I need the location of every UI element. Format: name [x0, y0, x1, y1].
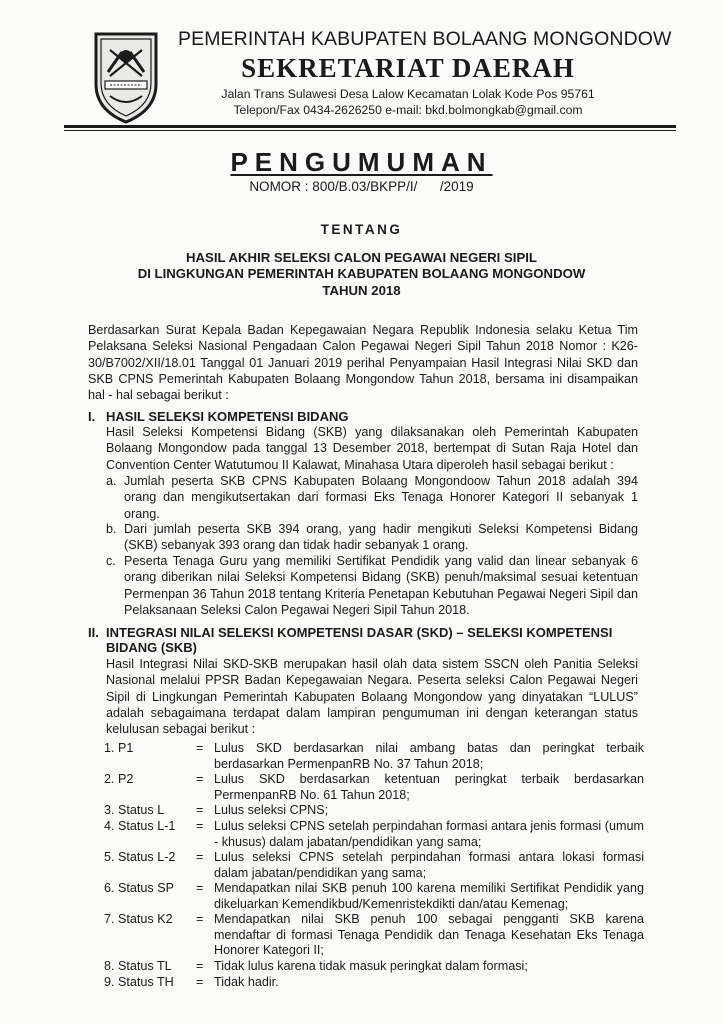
status-description: Mendapatkan nilai SKB penuh 100 karena memiliki Sertifikat Pendidik yang dikeluarkan Kemendikbud/Kemenristekdikti dan/atau Kemenag; — [214, 881, 644, 911]
letterhead-office-name: SEKRETARIAT DAERAH — [241, 53, 575, 83]
subject-line-2: DI LINGKUNGAN PEMERINTAH KABUPATEN BOLAANG MONGONDOW — [137, 266, 586, 281]
letterhead-contact: Telepon/Fax 0434-2626250 e-mail: bkd.bolmongkab@gmail.com — [233, 103, 583, 117]
section-2-title-line-1: INTEGRASI NILAI SELEKSI KOMPETENSI DASAR (SKD) – SELEKSI KOMPETENSI — [106, 625, 613, 640]
status-separator: = — [196, 741, 204, 755]
section-1-heading — [88, 409, 348, 424]
regency-coat-of-arms-logo — [86, 26, 166, 126]
letterhead-divider-thick — [64, 125, 676, 128]
list-item-text: Jumlah peserta SKB CPNS Kabupaten Bolaang Mongondoow Tahun 2018 adalah 394 orang dan mengikutsertakan dari formasi Eks Tenaga Honorer Kategori II sebanyak 1 orang. — [124, 474, 638, 521]
status-key: 5. Status L-2 — [104, 850, 176, 864]
status-separator: = — [196, 819, 204, 833]
list-item — [106, 473, 638, 522]
section-2-title-line-2: BIDANG (SKB) — [106, 640, 197, 655]
status-key: 3. Status L — [104, 803, 165, 817]
letterhead-government-name: PEMERINTAH KABUPATEN BOLAANG MONGONDOW — [178, 28, 672, 50]
intro-paragraph: Berdasarkan Surat Kepala Badan Kepegawaian Negara Republik Indonesia selaku Ketua Tim Pelaksana Seleksi Nasional Pengadaan Calon Pegawai Negeri Sipil Tahun 2018 Nomor : K26-30/B7002/XII/18.01 Tanggal 01 Januari 2019 perihal Penyampaian Hasil Integrasi Nilai SKD dan SKB CPNS Pemerintah Kabupaten Bolaang Mongondow Tahun 2018, bersama ini disampaikan hal - hal sebagai berikut : — [88, 323, 638, 403]
subject-line-1: HASIL AKHIR SELEKSI CALON PEGAWAI NEGERI SIPIL — [186, 250, 537, 265]
section-2-paragraph: Hasil Integrasi Nilai SKD-SKB merupakan hasil olah data sistem SSCN oleh Panitia Seleksi Nasional melalui PPSR Badan Kepegawaian Negara. Peserta seleksi Calon Pegawai Negeri Sipil di Lingkungan Pemerintah Kabupaten Bolaang Mongondow yang dinyatakan “LULUS” adalah sebagaimana terdapat dalam lampiran pengumuman ini dengan keterangan status kelulusan sebagai berikut : — [106, 657, 638, 737]
status-key: 6. Status SP — [104, 881, 175, 895]
list-item-marker: a. — [106, 474, 117, 488]
list-item — [106, 521, 638, 554]
status-description: Mendapatkan nilai SKB penuh 100 sebagai pengganti SKB karena mendaftar di formasi Tenaga Pendidik dan Tenaga Kesehatan Eks Tenaga Honorer Kategori II; — [214, 912, 644, 958]
status-key: 7. Status K2 — [104, 912, 173, 926]
subject-label: TENTANG — [320, 222, 403, 237]
section-1-title: HASIL SELEKSI KOMPETENSI BIDANG — [106, 409, 349, 424]
status-description: Tidak hadir. — [214, 975, 279, 989]
letterhead-divider-thin — [64, 130, 676, 131]
status-key: 1. P1 — [104, 741, 134, 755]
status-separator: = — [196, 912, 204, 926]
status-separator: = — [196, 850, 204, 864]
status-separator: = — [196, 881, 204, 895]
list-item-marker: c. — [106, 554, 116, 568]
section-2-heading — [88, 625, 648, 655]
status-description: Lulus SKD berdasarkan nilai ambang batas dan peringkat terbaik berdasarkan PermenpanRB No. 37 Tahun 2018; — [214, 741, 644, 771]
status-separator: = — [196, 975, 204, 989]
list-item — [106, 553, 638, 618]
status-separator: = — [196, 959, 204, 973]
letterhead-address: Jalan Trans Sulawesi Desa Lalow Kecamatan Lolak Kode Pos 95761 — [221, 87, 595, 101]
status-description: Lulus seleksi CPNS; — [214, 803, 329, 817]
section-2-number: II. — [88, 625, 99, 640]
section-1-number: I. — [88, 409, 96, 424]
list-item-marker: b. — [106, 522, 117, 536]
document-title: PENGUMUMAN — [230, 147, 493, 177]
subject-line-3: TAHUN 2018 — [322, 283, 401, 298]
list-item-text: Dari jumlah peserta SKB 394 orang, yang hadir mengikuti Seleksi Kompetensi Bidang (SKB) sebanyak 393 orang dan tidak hadir sebanyak 1 orang. — [124, 522, 638, 553]
status-key: 9. Status TH — [104, 975, 174, 989]
list-item-text: Peserta Tenaga Guru yang memiliki Sertifikat Pendidik yang valid dan linear sebanyak 6 orang diberikan nilai Seleksi Kompetensi Bidang (SKB) penuh/maksimal sesuai ketentuan Permenpan 36 Tahun 2018 tentang Kriteria Penetapan Kebutuhan Pegawai Negeri Sipil dan Pelaksanaan Seleksi Calon Pegawai Negeri Sipil Tahun 2018. — [124, 554, 638, 617]
status-separator: = — [196, 803, 204, 817]
status-description: Lulus SKD berdasarkan ketentuan peringkat terbaik berdasarkan PermenpanRB No. 61 Tahun 2018; — [214, 772, 644, 802]
section-1-paragraph: Hasil Seleksi Kompetensi Bidang (SKB) yang dilaksanakan oleh Pemerintah Kabupaten Bolaang Mongondow pada tanggal 13 Desember 2018, bertempat di Sutan Raja Hotel dan Convention Center Watutumou II Kalawat, Minahasa Utara diperoleh hasil sebagai berikut : — [106, 425, 638, 472]
status-description: Lulus seleksi CPNS setelah perpindahan formasi antara lokasi formasi dalam jabatan/pendidikan yang sama; — [214, 850, 644, 880]
status-separator: = — [196, 772, 204, 786]
status-key: 2. P2 — [104, 772, 134, 786]
status-key: 8. Status TL — [104, 959, 172, 973]
status-description: Tidak lulus karena tidak masuk peringkat dalam formasi; — [214, 959, 528, 973]
status-description: Lulus seleksi CPNS setelah perpindahan formasi antara jenis formasi (umum - khusus) dalam jabatan/pendidikan yang sama; — [214, 819, 644, 849]
status-key: 4. Status L-1 — [104, 819, 176, 833]
document-number: NOMOR : 800/B.03/BKPP/I/ /2019 — [249, 179, 474, 194]
